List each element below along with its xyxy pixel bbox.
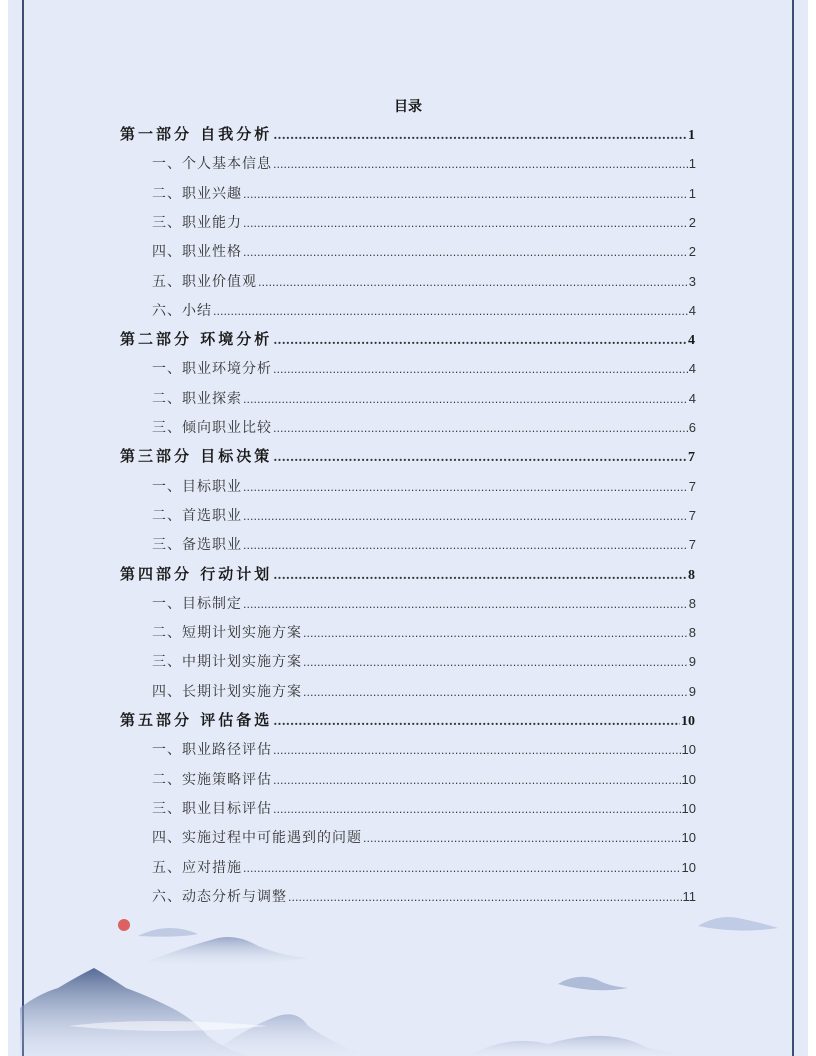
toc-page-number: 8	[688, 625, 696, 641]
toc-entry-label: 六、动态分析与调整	[152, 888, 287, 905]
toc-entry-label: 四、长期计划实施方案	[152, 683, 302, 700]
toc-leader-dots	[273, 325, 687, 354]
toc-leader-dots	[303, 678, 688, 707]
toc-section-entry[interactable]	[152, 267, 696, 296]
toc-page-number: 3	[688, 273, 696, 289]
toc-leader-dots	[243, 590, 688, 619]
toc-leader-dots	[303, 648, 688, 677]
toc-entry-label: 一、目标制定	[152, 595, 242, 612]
toc-leader-dots	[273, 795, 681, 824]
toc-leader-dots	[243, 531, 688, 560]
toc-page-number: 2	[688, 244, 696, 260]
distant-mountain	[148, 937, 308, 965]
toc-leader-dots	[273, 414, 688, 443]
toc-entry-label: 第四部分 行动计划	[120, 564, 273, 583]
toc-page-number: 10	[681, 859, 696, 875]
toc-leader-dots	[273, 706, 680, 735]
toc-entry-label: 三、职业目标评估	[152, 800, 272, 817]
toc-page-number: 10	[681, 771, 696, 787]
toc-section-entry[interactable]	[152, 149, 696, 178]
toc-part-entry[interactable]	[120, 706, 695, 735]
toc-leader-dots	[243, 473, 688, 502]
toc-leader-dots	[258, 268, 688, 297]
toc-entry-label: 二、职业兴趣	[152, 185, 242, 202]
toc-leader-dots	[243, 385, 688, 414]
toc-section-entry[interactable]	[152, 208, 696, 237]
toc-page-number: 8	[688, 595, 696, 611]
toc-entry-label: 第二部分 环境分析	[120, 330, 273, 349]
toc-entry-label: 一、个人基本信息	[152, 156, 272, 173]
toc-section-entry[interactable]	[152, 677, 696, 706]
toc-page-number: 1	[688, 185, 696, 201]
toc-leader-dots	[273, 442, 687, 471]
toc-leader-dots	[273, 766, 681, 795]
toc-leader-dots	[243, 180, 688, 209]
toc-section-entry[interactable]	[152, 296, 696, 325]
toc-entry-label: 六、小结	[152, 302, 212, 319]
toc-page-number: 10	[681, 830, 696, 846]
toc-section-entry[interactable]	[152, 354, 696, 383]
toc-entry-label: 二、首选职业	[152, 507, 242, 524]
toc-entry-label: 三、中期计划实施方案	[152, 654, 302, 671]
toc-leader-dots	[303, 619, 688, 648]
toc-page-number: 1	[688, 128, 695, 143]
toc-part-entry[interactable]	[120, 325, 695, 354]
toc-title: 目录	[394, 99, 422, 115]
toc-part-entry[interactable]	[120, 560, 695, 589]
toc-page-number: 4	[688, 333, 695, 349]
toc-leader-dots	[243, 238, 688, 267]
toc-page-number: 10	[681, 714, 695, 729]
toc-leader-dots	[243, 502, 688, 531]
toc-page-number: 7	[688, 450, 695, 466]
toc-part-entry[interactable]	[120, 442, 695, 471]
toc-leader-dots	[273, 355, 688, 384]
toc-entry-label: 二、职业探索	[152, 390, 242, 407]
foreground-mountain	[20, 968, 248, 1056]
toc-entry-label: 三、倾向职业比较	[152, 420, 272, 436]
toc-page-number: 10	[681, 800, 696, 816]
toc-page-number: 9	[688, 654, 696, 670]
toc-entry-label: 四、职业性格	[152, 244, 242, 261]
toc-entry-label: 第三部分 目标决策	[120, 447, 273, 466]
toc-page-number: 6	[688, 420, 696, 435]
toc-page-number: 7	[688, 478, 696, 494]
toc-leader-dots	[273, 736, 681, 765]
toc-leader-dots	[273, 120, 687, 149]
toc-section-entry[interactable]	[152, 501, 696, 530]
toc-entry-label: 三、职业能力	[152, 214, 242, 231]
toc-entry-label: 四、实施过程中可能遇到的问题	[152, 830, 362, 847]
toc-page-number: 11	[682, 888, 696, 904]
toc-entry-label: 二、实施策略评估	[152, 771, 272, 788]
toc-page-number: 7	[688, 507, 696, 523]
toc-entry-label: 五、职业价值观	[152, 273, 257, 290]
toc-leader-dots	[273, 560, 687, 589]
toc-leader-dots	[363, 824, 681, 853]
toc-leader-dots	[273, 150, 688, 179]
toc-section-entry[interactable]	[152, 472, 696, 501]
toc-leader-dots	[213, 297, 688, 326]
toc-entry-label: 五、应对措施	[152, 859, 242, 876]
toc-section-entry[interactable]	[152, 735, 696, 764]
toc-entry-label: 二、短期计划实施方案	[152, 625, 302, 642]
toc-entry-label: 一、职业路径评估	[152, 742, 272, 759]
toc-section-entry[interactable]	[152, 618, 696, 647]
toc-page-number: 4	[688, 361, 696, 377]
toc-section-entry[interactable]	[152, 530, 696, 559]
toc-section-entry[interactable]	[152, 413, 696, 442]
toc-page-number: 10	[681, 742, 696, 758]
toc-page-number: 1	[688, 156, 696, 172]
toc-section-entry[interactable]	[152, 765, 696, 794]
toc-section-entry[interactable]	[152, 384, 696, 413]
ink-landscape-illustration	[8, 876, 808, 1056]
toc-page-number: 7	[688, 537, 696, 553]
toc-page-number: 4	[688, 390, 696, 406]
toc-section-entry[interactable]	[152, 179, 696, 208]
toc-entry-label: 一、职业环境分析	[152, 361, 272, 378]
red-sun	[118, 919, 130, 931]
toc-leader-dots	[243, 209, 688, 238]
toc-entry-label: 一、目标职业	[152, 478, 242, 495]
toc-page-number: 9	[688, 683, 696, 699]
toc-section-entry[interactable]	[152, 794, 696, 823]
toc-page-number: 4	[688, 302, 696, 318]
toc-page-number: 8	[688, 567, 695, 583]
toc-section-entry[interactable]	[152, 589, 696, 618]
toc-entry-label: 第一部分 自我分析	[120, 125, 273, 143]
toc-section-entry[interactable]	[152, 823, 696, 852]
toc-section-entry[interactable]	[152, 237, 696, 266]
toc-page-number: 2	[688, 214, 696, 230]
toc-section-entry[interactable]	[152, 647, 696, 676]
toc-part-entry[interactable]	[120, 120, 695, 149]
toc-entry-label: 三、备选职业	[152, 537, 242, 554]
toc-entry-label: 第五部分 评估备选	[120, 711, 273, 729]
